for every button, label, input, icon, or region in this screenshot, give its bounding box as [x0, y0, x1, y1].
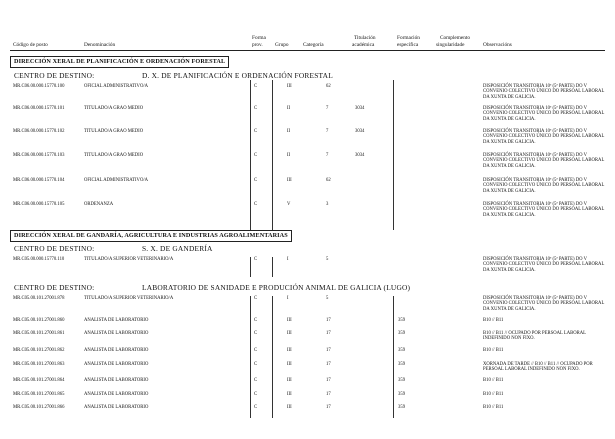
- row-observacions: B10 // B11: [483, 392, 504, 397]
- row-denominacion: OFICIAL ADMINISTRATIVO/A: [84, 84, 149, 89]
- row-denominacion: TITULADO/A SUPERIOR VETERINARIO/A: [84, 296, 174, 301]
- row-formacion: 359: [398, 331, 406, 336]
- row-categoria: 17: [326, 318, 331, 323]
- col-header-titulacion-line2: académica: [352, 42, 375, 48]
- row-categoria: 62: [326, 178, 331, 183]
- row-denominacion: ORDENANZA: [84, 202, 114, 207]
- row-formacion: 359: [398, 392, 406, 397]
- col-header-forma-line1: Forma: [252, 35, 266, 41]
- row-grupo: I: [287, 257, 289, 262]
- row-observacions: DISPOSICIÓN TRANSITORIA 10ª (5ª PARTE) DO V CONVENIO COLECTIVO ÚNICO DO PERSOAL LABORAL DA XUNTA DE GALICIA.: [483, 153, 605, 169]
- row-denominacion: ANALISTA DE LABORATORIO: [84, 378, 149, 383]
- centro-name: LABORATORIO DE SANIDADE E PRODUCIÓN ANIMAL DE GALICIA (LUGO): [142, 283, 411, 292]
- centro-label: CENTRO DE DESTINO:: [14, 244, 95, 253]
- row-codigo: MR.C05.00.101.27001.861: [13, 331, 65, 336]
- row-denominacion: TITULADO/A GRAO MEDIO: [84, 129, 144, 134]
- row-grupo: III: [287, 392, 292, 397]
- row-denominacion: TITULADO/A GRAO MEDIO: [84, 153, 144, 158]
- row-codigo: MR.C06.00.000.15770.102: [13, 129, 65, 134]
- column-guide: [393, 296, 394, 418]
- row-codigo: MR.C06.00.000.15770.100: [13, 84, 65, 89]
- column-guide: [250, 296, 251, 418]
- row-observacions: B10 // B11 // OCUPADO POR PERSOAL LABORAL INDEFINIDO NON FIXO.: [483, 331, 586, 342]
- row-codigo: MR.C05.00.101.27001.860: [13, 318, 65, 323]
- col-header-titulacion-line1: Titulación: [354, 35, 376, 41]
- row-forma-prov: C: [254, 362, 258, 367]
- row-codigo: MR.C05.00.101.27001.865: [13, 392, 65, 397]
- row-forma-prov: C: [254, 296, 258, 301]
- row-formacion: 359: [398, 348, 406, 353]
- row-categoria: 17: [326, 348, 331, 353]
- row-denominacion: ANALISTA DE LABORATORIO: [84, 348, 149, 353]
- row-denominacion: ANALISTA DE LABORATORIO: [84, 318, 149, 323]
- row-grupo: III: [287, 362, 292, 367]
- col-header-complemento-line2: singularidade: [436, 42, 465, 48]
- row-grupo: II: [287, 106, 291, 111]
- row-formacion: 359: [398, 405, 406, 410]
- row-grupo: III: [287, 348, 292, 353]
- row-categoria: 7: [326, 106, 329, 111]
- row-forma-prov: C: [254, 84, 258, 89]
- row-observacions: B10 // B11: [483, 318, 504, 323]
- row-codigo: MR.C06.00.000.15770.103: [13, 153, 65, 158]
- row-categoria: 5: [326, 257, 329, 262]
- row-observacions: B10 // B11: [483, 405, 504, 410]
- col-header-complemento-line1: Complemento: [440, 35, 471, 41]
- row-forma-prov: C: [254, 405, 258, 410]
- col-header-codigo: Código de posto: [13, 42, 48, 48]
- row-categoria: 17: [326, 378, 331, 383]
- direccion-heading: DIRECCIÓN XERAL DE PLANIFICACIÓN E ORDENACIÓN FORESTAL: [10, 56, 229, 68]
- row-forma-prov: C: [254, 348, 258, 353]
- column-guide: [250, 80, 251, 230]
- row-categoria: 3: [326, 202, 329, 207]
- row-forma-prov: C: [254, 318, 258, 323]
- row-grupo: III: [287, 318, 292, 323]
- row-grupo: III: [287, 84, 292, 89]
- row-grupo: III: [287, 405, 292, 410]
- row-codigo: MR.C06.00.000.15770.104: [13, 178, 65, 183]
- row-categoria: 17: [326, 331, 331, 336]
- row-categoria: 7: [326, 129, 329, 134]
- row-codigo: MR.C06.00.000.15770.101: [13, 106, 65, 111]
- row-observacions: B10 // B11: [483, 378, 504, 383]
- row-denominacion: ANALISTA DE LABORATORIO: [84, 405, 149, 410]
- row-observacions: DISPOSICIÓN TRANSITORIA 10ª (5ª PARTE) DO V CONVENIO COLECTIVO ÚNICO DO PERSOAL LABORAL DA XUNTA DE GALICIA.: [483, 84, 605, 100]
- centro-name: D. X. DE PLANIFICACIÓN E ORDENACIÓN FORESTAL: [142, 71, 333, 80]
- row-codigo: MR.C06.00.000.15770.105: [13, 202, 65, 207]
- row-codigo: MR.C05.00.101.27001.878: [13, 296, 65, 301]
- row-forma-prov: C: [254, 257, 258, 262]
- column-guide: [393, 80, 394, 230]
- col-header-denominacion: Denominación: [84, 42, 116, 48]
- row-observacions: DISPOSICIÓN TRANSITORIA 10ª (5ª PARTE) DO V CONVENIO COLECTIVO ÚNICO DO PERSOAL LABORAL DA XUNTA DE GALICIA.: [483, 178, 605, 194]
- centro-name: S. X. DE GANDERÍA: [142, 244, 213, 253]
- column-guide: [272, 296, 273, 418]
- row-grupo: I: [287, 296, 289, 301]
- row-forma-prov: C: [254, 202, 258, 207]
- row-denominacion: ANALISTA DE LABORATORIO: [84, 331, 149, 336]
- row-observacions: DISPOSICIÓN TRANSITORIA 10ª (5ª PARTE) DO V CONVENIO COLECTIVO ÚNICO DO PERSOAL LABORAL DA XUNTA DE GALICIA.: [483, 296, 605, 312]
- col-header-grupo: Grupo: [275, 42, 289, 48]
- row-grupo: III: [287, 331, 292, 336]
- row-grupo: II: [287, 153, 291, 158]
- row-denominacion: TITULADO/A SUPERIOR VETERINARIO/A: [84, 257, 174, 262]
- row-codigo: MR.C05.00.101.27001.862: [13, 348, 65, 353]
- row-forma-prov: C: [254, 153, 258, 158]
- row-denominacion: ANALISTA DE LABORATORIO: [84, 362, 149, 367]
- row-denominacion: TITULADO/A GRAO MEDIO: [84, 106, 144, 111]
- header-divider: [10, 50, 605, 51]
- row-denominacion: ANALISTA DE LABORATORIO: [84, 392, 149, 397]
- row-codigo: MR.C05.00.101.27001.863: [13, 362, 65, 367]
- row-categoria: 17: [326, 405, 331, 410]
- row-codigo: MR.C05.00.000.15770.110: [13, 257, 65, 262]
- col-header-formacion-line1: Formación: [397, 35, 420, 41]
- row-grupo: III: [287, 178, 292, 183]
- row-titulacion: 3034: [355, 106, 365, 111]
- row-formacion: 359: [398, 378, 406, 383]
- row-observacions: XORNADA DE TARDE // B10 // B11 // OCUPADO POR PERSOAL LABORAL INDEFINIDO NON FIXO.: [483, 362, 593, 373]
- row-formacion: 359: [398, 318, 406, 323]
- col-header-observacions: Observacións: [483, 42, 512, 48]
- row-forma-prov: C: [254, 392, 258, 397]
- centro-label: CENTRO DE DESTINO:: [14, 71, 95, 80]
- row-categoria: 7: [326, 153, 329, 158]
- row-forma-prov: C: [254, 331, 258, 336]
- row-observacions: DISPOSICIÓN TRANSITORIA 10ª (5ª PARTE) DO V CONVENIO COLECTIVO ÚNICO DO PERSOAL LABORAL DA XUNTA DE GALICIA.: [483, 202, 605, 218]
- row-categoria: 17: [326, 392, 331, 397]
- row-observacions: B10 // B11: [483, 348, 504, 353]
- row-titulacion: 3034: [355, 129, 365, 134]
- row-codigo: MR.C05.00.101.27001.866: [13, 405, 65, 410]
- row-categoria: 62: [326, 84, 331, 89]
- row-titulacion: 3034: [355, 153, 365, 158]
- column-guide: [250, 257, 251, 277]
- row-forma-prov: C: [254, 106, 258, 111]
- col-header-forma-line2: prov.: [252, 42, 263, 48]
- row-formacion: 359: [398, 362, 406, 367]
- column-guide: [272, 257, 273, 277]
- centro-label: CENTRO DE DESTINO:: [14, 283, 95, 292]
- row-grupo: II: [287, 129, 291, 134]
- row-observacions: DISPOSICIÓN TRANSITORIA 10ª (5ª PARTE) DO V CONVENIO COLECTIVO ÚNICO DO PERSOAL LABORAL DA XUNTA DE GALICIA.: [483, 257, 605, 273]
- row-grupo: V: [287, 202, 291, 207]
- row-observacions: DISPOSICIÓN TRANSITORIA 10ª (5ª PARTE) DO V CONVENIO COLECTIVO ÚNICO DO PERSOAL LABORAL DA XUNTA DE GALICIA.: [483, 106, 605, 122]
- direccion-heading: DIRECCIÓN XERAL DE GANDARÍA, AGRICULTURA E INDUSTRIAS AGROALIMENTARIAS: [10, 230, 292, 242]
- row-codigo: MR.C05.00.101.27001.864: [13, 378, 65, 383]
- row-denominacion: OFICIAL ADMINISTRATIVO/A: [84, 178, 149, 183]
- col-header-categoria: Categoría: [303, 42, 324, 48]
- row-categoria: 5: [326, 296, 329, 301]
- row-observacions: DISPOSICIÓN TRANSITORIA 10ª (5ª PARTE) DO V CONVENIO COLECTIVO ÚNICO DO PERSOAL LABORAL DA XUNTA DE GALICIA.: [483, 129, 605, 145]
- col-header-formacion-line2: específica: [397, 42, 419, 48]
- row-forma-prov: C: [254, 178, 258, 183]
- column-guide: [272, 80, 273, 230]
- row-forma-prov: C: [254, 129, 258, 134]
- row-forma-prov: C: [254, 378, 258, 383]
- row-categoria: 17: [326, 362, 331, 367]
- row-grupo: III: [287, 378, 292, 383]
